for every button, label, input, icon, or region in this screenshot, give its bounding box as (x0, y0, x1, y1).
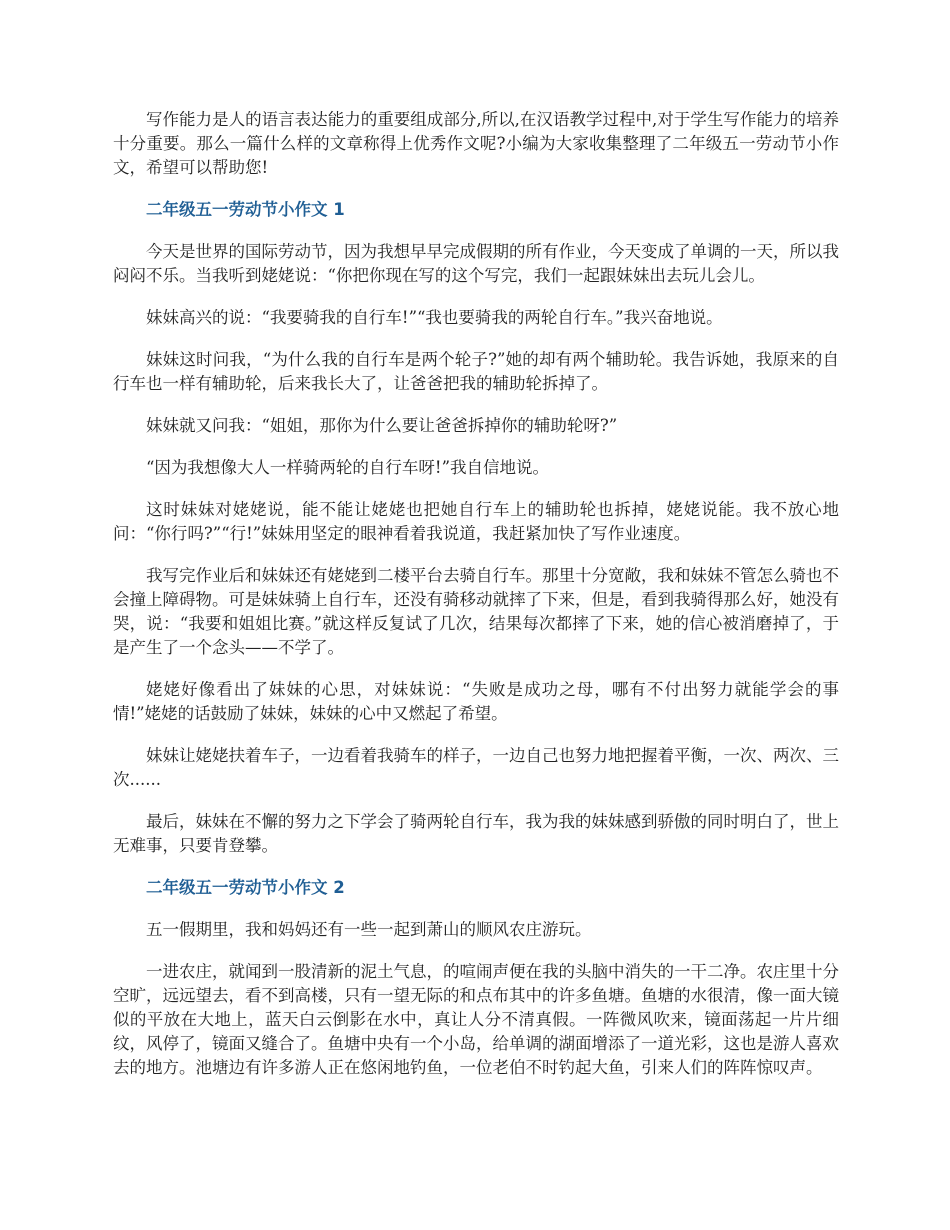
body-paragraph: 妹妹高兴的说：“我要骑我的自行车!”“我也要骑我的两轮自行车。”我兴奋地说。 (146, 308, 723, 327)
body-paragraph: 五一假期里，我和妈妈还有一些一起到萧山的顺风农庄游玩。 (146, 920, 592, 939)
body-paragraph: 妹妹这时问我，“为什么我的自行车是两个轮子?”她的却有两个辅助轮。我告诉她，我原来的自行车也一样有辅助轮，后来我长大了，让爸爸把我的辅助轮拆掉了。 (113, 350, 839, 393)
body-paragraph: 姥姥好像看出了妹妹的心思，对妹妹说：“失败是成功之母，哪有不付出努力就能学会的事情!”姥姥的话鼓励了妹妹，妹妹的心中又燃起了希望。 (113, 680, 839, 723)
body-paragraph: 这时妹妹对姥姥说，能不能让姥姥也把她自行车上的辅助轮也拆掉，姥姥说能。我不放心地问：“你行吗?”“行!”妹妹用坚定的眼神看着我说道，我赶紧加快了写作业速度。 (113, 500, 839, 543)
body-paragraph: 我写完作业后和妹妹还有姥姥到二楼平台去骑自行车。那里十分宽敞，我和妹妹不管怎么骑也不会撞上障碍物。可是妹妹骑上自行车，还没有骑移动就摔了下来，但是，看到我骑得那么好，她没有哭，说：“我要和姐姐比赛。”就这样反复试了几次，结果每次都摔了下来，她的信心被消磨掉了，于是产生了一个念头——不学了。 (113, 566, 839, 657)
article (113, 108, 839, 1098)
section-heading-2: 二年级五一劳动节小作文 2 (146, 878, 345, 897)
body-paragraph: 一进农庄，就闻到一股清新的泥土气息，的喧闹声便在我的头脑中消失的一干二净。农庄里十分空旷，远远望去，看不到高楼，只有一望无际的和点布其中的许多鱼塘。鱼塘的水很清，像一面大镜似的平放在大地上，蓝天白云倒影在水中，真让人分不清真假。一阵微风吹来，镜面荡起一片片细纹，风停了，镜面又缝合了。鱼塘中央有一个小岛，给单调的湖面增添了一道光彩，这也是游人喜欢去的地方。池塘边有许多游人正在悠闲地钓鱼，一位老伯不时钓起大鱼，引来人们的阵阵惊叹声。 (113, 962, 839, 1077)
body-paragraph: 妹妹就又问我：“姐姐，那你为什么要让爸爸拆掉你的辅助轮呀?” (146, 416, 618, 435)
body-paragraph: 妹妹让姥姥扶着车子，一边看着我骑车的样子，一边自己也努力地把握着平衡，一次、两次、三次...... (113, 746, 839, 789)
body-paragraph: “因为我想像大人一样骑两轮的自行车呀!”我自信地说。 (146, 458, 550, 477)
intro-paragraph: 写作能力是人的语言表达能力的重要组成部分,所以,在汉语教学过程中,对于学生写作能力的培养十分重要。那么一篇什么样的文章称得上优秀作文呢?小编为大家收集整理了二年级五一劳动节小作文，希望可以帮助您! (113, 110, 839, 177)
body-paragraph: 今天是世界的国际劳动节，因为我想早早完成假期的所有作业，今天变成了单调的一天，所以我闷闷不乐。当我听到姥姥说：“你把你现在写的这个写完，我们一起跟妹妹出去玩儿会儿。 (113, 242, 839, 285)
section-heading-1: 二年级五一劳动节小作文 1 (146, 200, 345, 219)
body-paragraph: 最后，妹妹在不懈的努力之下学会了骑两轮自行车，我为我的妹妹感到骄傲的同时明白了，世上无难事，只要肯登攀。 (113, 812, 839, 855)
